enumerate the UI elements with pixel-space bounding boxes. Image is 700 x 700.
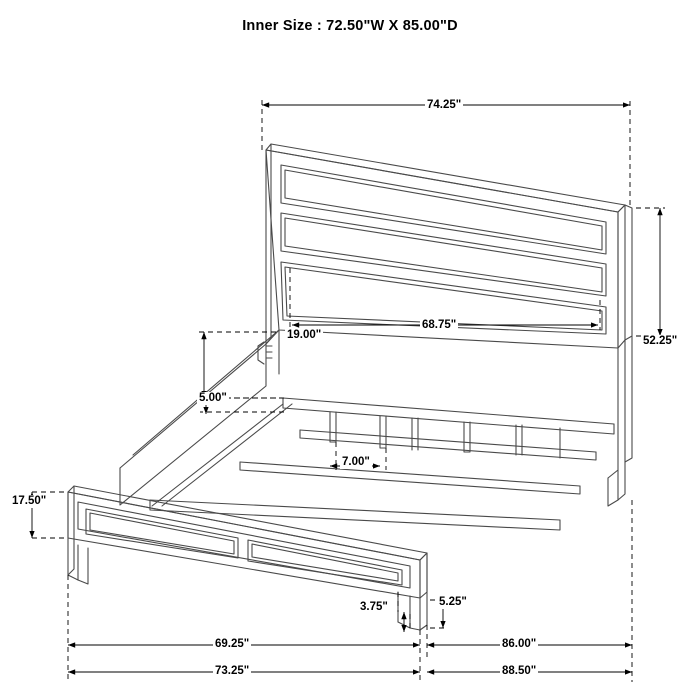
dim-headboard-height: 52.25" (643, 335, 678, 347)
dim-side-rail-clearance: 5.25" (439, 596, 467, 608)
dim-headboard-width: 74.25" (427, 99, 462, 111)
dim-slat-thickness: 5.00" (199, 392, 227, 404)
dim-footboard-height: 17.50" (12, 495, 47, 507)
dim-bed-inner-depth: 86.00" (502, 638, 537, 650)
dim-footboard-inner-width: 69.25" (215, 638, 250, 650)
dim-headboard-panel-width: 68.75" (422, 319, 457, 331)
dim-footboard-outer-width: 73.25" (215, 665, 250, 677)
dim-bed-outer-depth: 88.50" (502, 665, 537, 677)
dim-slat-spacing: 7.00" (342, 456, 370, 468)
page-title: Inner Size : 72.50"W X 85.00"D (242, 18, 458, 34)
dim-rail-to-slat-height: 19.00" (287, 329, 322, 341)
dim-foot-leg-height: 3.75" (360, 601, 388, 613)
